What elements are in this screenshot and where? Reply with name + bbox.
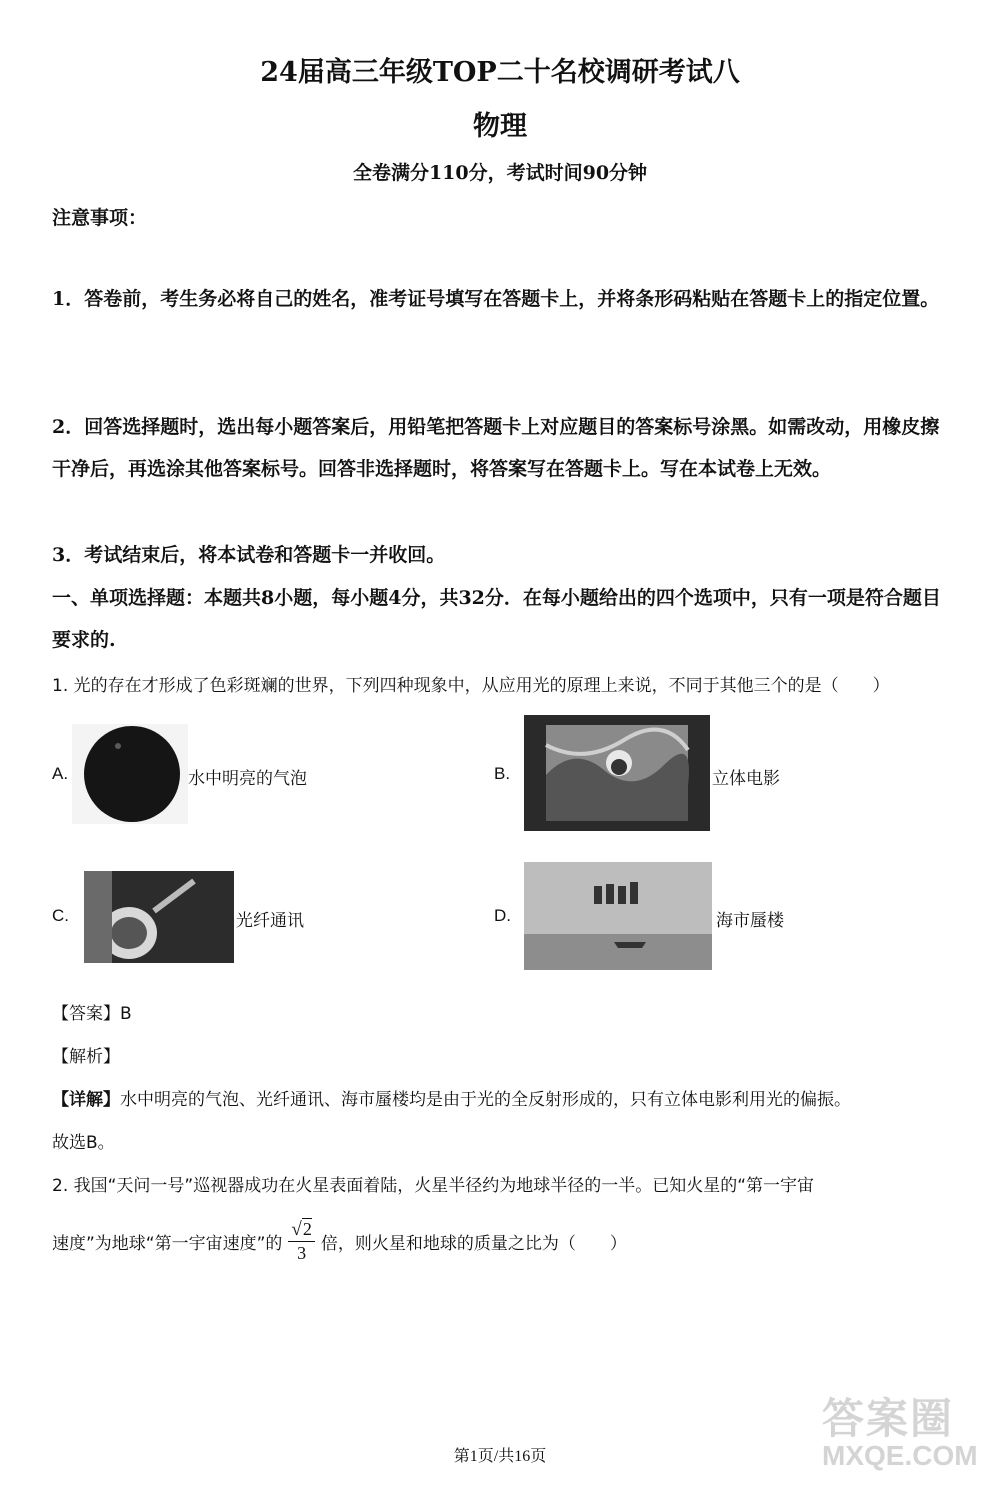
detail-text: 水中明亮的气泡、光纤通讯、海市蜃楼均是由于光的全反射形成的，只有立体电影利用光的偏振。	[120, 1090, 851, 1110]
option-c-image-optical-fiber	[84, 871, 234, 963]
answer-label: 【答案】B	[52, 1004, 132, 1024]
watermark-logo-text: 答案圈	[822, 1395, 955, 1442]
conclusion: 故选B。	[52, 1133, 115, 1153]
option-a-label: 水中明亮的气泡	[188, 769, 307, 789]
option-d-label: 海市蜃楼	[716, 911, 784, 931]
option-c-label: 光纤通讯	[236, 911, 304, 931]
note-item-1: 1．答卷前，考生务必将自己的姓名，准考证号填写在答题卡上，并将条形码粘贴在答题卡上的指定位置。	[52, 288, 940, 310]
subject-title: 物理	[473, 111, 527, 142]
question-2-stem-line1: 2. 我国“天问一号”巡视器成功在火星表面着陆，火星半径约为地球半径的一半。已知火星的“第一宇宙	[52, 1176, 815, 1196]
option-a-image-bubble	[72, 724, 188, 824]
exam-info: 全卷满分110分，考试时间90分钟	[352, 162, 648, 184]
sqrt2-over-3-fraction: $\frac{√2}{3}$	[288, 1218, 314, 1264]
watermark-url: MXQE.COM	[822, 1440, 978, 1471]
detail-explanation	[52, 1085, 972, 1110]
option-a-letter: A.	[52, 764, 69, 783]
question-2-stem-line2	[52, 1218, 962, 1264]
question-1-stem: 1. 光的存在才形成了色彩斑斓的世界，下列四种现象中，从应用光的原理上来说，不同于其他三个的是（ ）	[52, 676, 890, 696]
option-c-letter: C.	[52, 906, 69, 925]
note-item-2: 2．回答选择题时，选出每小题答案后，用铅笔把答题卡上对应题目的答案标号涂黑。如需改动，用橡皮擦干净后，再选涂其他答案标号。回答非选择题时，将答案写在答题卡上。写在本试卷上无效。	[52, 416, 940, 480]
option-d-image-mirage	[524, 862, 712, 970]
analysis-label: 【解析】	[52, 1047, 120, 1067]
exam-title: 24届高三年级TOP二十名校调研考试八	[260, 57, 740, 88]
fraction-denominator: 3	[297, 1243, 307, 1263]
option-b-image-3d-movie	[524, 715, 710, 831]
fraction-numerator: 2	[302, 1219, 312, 1239]
section-heading: 一、单项选择题：本题共8小题，每小题4分，共32分．在每小题给出的四个选项中，只有一项是符合题目要求的.	[52, 587, 941, 651]
notes-heading: 注意事项：	[52, 207, 148, 229]
option-b-letter: B.	[494, 764, 511, 783]
page-number: 第1页/共16页	[453, 1448, 547, 1465]
option-b-label: 立体电影	[712, 769, 780, 789]
question-2-text-after: 倍，则火星和地球的质量之比为（ ）	[320, 1233, 627, 1254]
detail-tag: 【详解】	[52, 1090, 120, 1110]
note-item-3: 3．考试结束后，将本试卷和答题卡一并收回。	[52, 544, 446, 566]
question-2-text-before: 速度”为地球“第一宇宙速度”的	[52, 1233, 283, 1254]
option-d-letter: D.	[494, 906, 511, 925]
